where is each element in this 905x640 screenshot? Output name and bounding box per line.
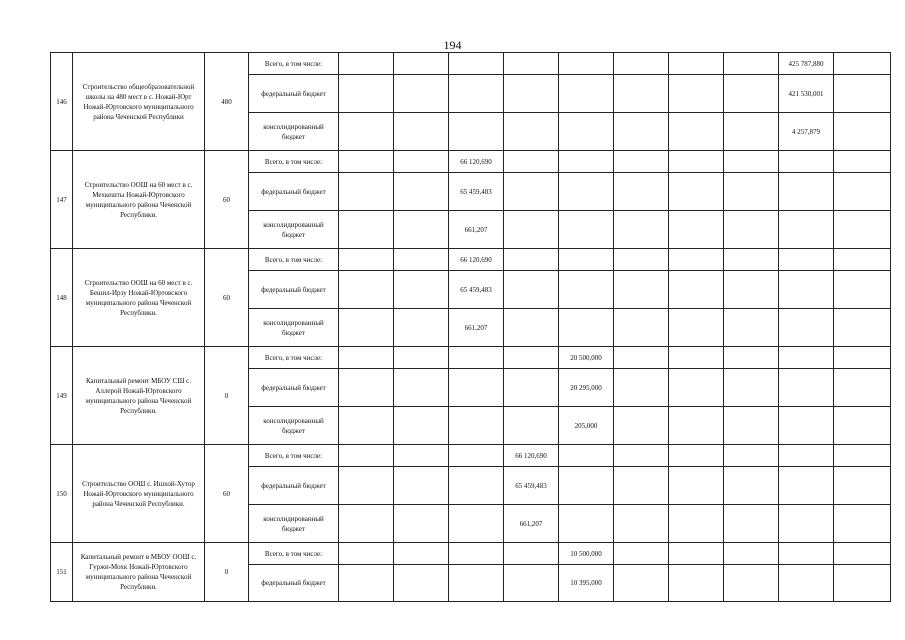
amount-cell: [834, 211, 891, 249]
amount-cell: [559, 505, 614, 543]
row-number: 149: [51, 347, 73, 445]
amount-cell: [449, 75, 504, 113]
funding-source: Всего, в том числе:: [249, 445, 339, 467]
amount-cell: [394, 505, 449, 543]
object-name: Строительство ООШ на 60 мест в с. Мехкешты Ножай-Юртовского муниципального района Чеченской Республики.: [73, 151, 205, 249]
amount-cell: [834, 347, 891, 369]
table-row: [51, 53, 891, 75]
amount-cell: [834, 249, 891, 271]
capacity-cell: 60: [205, 249, 249, 347]
amount-cell: [614, 407, 669, 445]
amount-cell: 65 459,483: [449, 271, 504, 309]
amount-cell: [669, 445, 724, 467]
table-row: [51, 543, 891, 565]
amount-cell: 65 459,483: [504, 467, 559, 505]
capacity-cell: 60: [205, 151, 249, 249]
amount-cell: [614, 249, 669, 271]
amount-cell: [449, 347, 504, 369]
amount-cell: [724, 113, 779, 151]
amount-cell: [394, 407, 449, 445]
amount-cell: [614, 369, 669, 407]
amount-cell: [339, 369, 394, 407]
amount-cell: [449, 543, 504, 565]
amount-cell: [614, 271, 669, 309]
funding-source: федеральный бюджет: [249, 467, 339, 505]
amount-cell: [339, 565, 394, 602]
amount-cell: [724, 271, 779, 309]
amount-cell: [339, 75, 394, 113]
amount-cell: [559, 211, 614, 249]
funding-source: консолидированный бюджет: [249, 211, 339, 249]
amount-cell: [394, 151, 449, 173]
amount-cell: [669, 543, 724, 565]
amount-cell: 66 120,690: [449, 249, 504, 271]
amount-cell: [779, 347, 834, 369]
amount-cell: [779, 151, 834, 173]
amount-cell: [559, 173, 614, 211]
funding-source: консолидированный бюджет: [249, 113, 339, 151]
amount-cell: [339, 151, 394, 173]
amount-cell: [779, 271, 834, 309]
funding-source: Всего, в том числе:: [249, 543, 339, 565]
row-number: 150: [51, 445, 73, 543]
amount-cell: [559, 113, 614, 151]
capacity-cell: 480: [205, 53, 249, 151]
amount-cell: [449, 467, 504, 505]
amount-cell: [559, 467, 614, 505]
funding-source: федеральный бюджет: [249, 565, 339, 602]
amount-cell: [724, 173, 779, 211]
amount-cell: [614, 565, 669, 602]
amount-cell: [339, 505, 394, 543]
amount-cell: 421 530,001: [779, 75, 834, 113]
amount-cell: [394, 309, 449, 347]
amount-cell: [394, 347, 449, 369]
amount-cell: [394, 173, 449, 211]
amount-cell: [834, 445, 891, 467]
amount-cell: [669, 467, 724, 505]
funding-source: консолидированный бюджет: [249, 309, 339, 347]
object-name: Строительство ООШ с. Ишхой-Хутор Ножай-Юртовского муниципального района Чеченской Республики.: [73, 445, 205, 543]
amount-cell: [614, 445, 669, 467]
amount-cell: [724, 309, 779, 347]
amount-cell: [394, 211, 449, 249]
amount-cell: [724, 445, 779, 467]
funding-source: консолидированный бюджет: [249, 505, 339, 543]
amount-cell: [614, 173, 669, 211]
amount-cell: [394, 113, 449, 151]
amount-cell: 66 120,690: [449, 151, 504, 173]
funding-source: Всего, в том числе:: [249, 249, 339, 271]
amount-cell: [669, 271, 724, 309]
amount-cell: [339, 407, 394, 445]
table-row: [51, 151, 891, 173]
amount-cell: [339, 249, 394, 271]
amount-cell: [669, 249, 724, 271]
amount-cell: [394, 445, 449, 467]
amount-cell: [449, 369, 504, 407]
amount-cell: [614, 543, 669, 565]
table-row: [51, 347, 891, 369]
amount-cell: [559, 271, 614, 309]
capacity-cell: 60: [205, 445, 249, 543]
capacity-cell: 0: [205, 347, 249, 445]
amount-cell: [339, 173, 394, 211]
amount-cell: [724, 467, 779, 505]
amount-cell: [504, 369, 559, 407]
funding-source: федеральный бюджет: [249, 75, 339, 113]
amount-cell: 10 395,000: [559, 565, 614, 602]
amount-cell: [559, 75, 614, 113]
funding-source: федеральный бюджет: [249, 173, 339, 211]
amount-cell: [449, 565, 504, 602]
amount-cell: [614, 211, 669, 249]
amount-cell: [779, 445, 834, 467]
amount-cell: [669, 53, 724, 75]
object-name: Капитальный ремонт в МБОУ ООШ с. Гуржи-Мохк Ножай-Юртовского муниципального района Чеченской Республики.: [73, 543, 205, 602]
amount-cell: [779, 309, 834, 347]
amount-cell: [724, 543, 779, 565]
amount-cell: [724, 505, 779, 543]
amount-cell: [504, 565, 559, 602]
amount-cell: [779, 467, 834, 505]
amount-cell: [779, 407, 834, 445]
amount-cell: [339, 543, 394, 565]
funding-source: федеральный бюджет: [249, 271, 339, 309]
amount-cell: [614, 113, 669, 151]
amount-cell: [504, 309, 559, 347]
amount-cell: [834, 151, 891, 173]
amount-cell: [614, 347, 669, 369]
object-name: Капитальный ремонт МБОУ СШ с. Аллерой Ножай-Юртовского муниципального района Чеченской Республики.: [73, 347, 205, 445]
amount-cell: [339, 211, 394, 249]
amount-cell: [724, 565, 779, 602]
amount-cell: 65 459,483: [449, 173, 504, 211]
amount-cell: [724, 407, 779, 445]
amount-cell: [504, 53, 559, 75]
amount-cell: [504, 173, 559, 211]
amount-cell: [614, 53, 669, 75]
amount-cell: [779, 369, 834, 407]
amount-cell: [394, 565, 449, 602]
amount-cell: [834, 113, 891, 151]
amount-cell: [669, 347, 724, 369]
amount-cell: [614, 467, 669, 505]
amount-cell: [669, 211, 724, 249]
amount-cell: [779, 505, 834, 543]
amount-cell: 661,207: [449, 309, 504, 347]
amount-cell: [724, 369, 779, 407]
amount-cell: [834, 309, 891, 347]
amount-cell: [394, 543, 449, 565]
amount-cell: [834, 565, 891, 602]
amount-cell: [449, 505, 504, 543]
amount-cell: [504, 75, 559, 113]
amount-cell: [394, 249, 449, 271]
amount-cell: 661,207: [449, 211, 504, 249]
table-row: [51, 249, 891, 271]
amount-cell: [504, 271, 559, 309]
amount-cell: [449, 407, 504, 445]
amount-cell: [669, 565, 724, 602]
amount-cell: [394, 75, 449, 113]
amount-cell: 425 787,880: [779, 53, 834, 75]
amount-cell: [339, 445, 394, 467]
amount-cell: 20 295,000: [559, 369, 614, 407]
amount-cell: [339, 271, 394, 309]
page-number: 194: [443, 38, 462, 52]
amount-cell: [669, 173, 724, 211]
amount-cell: [394, 467, 449, 505]
amount-cell: [669, 113, 724, 151]
amount-cell: [724, 347, 779, 369]
amount-cell: [669, 75, 724, 113]
amount-cell: [504, 113, 559, 151]
amount-cell: [834, 173, 891, 211]
amount-cell: 4 257,879: [779, 113, 834, 151]
row-number: 147: [51, 151, 73, 249]
amount-cell: [834, 467, 891, 505]
amount-cell: [504, 543, 559, 565]
funding-source: Всего, в том числе:: [249, 151, 339, 173]
amount-cell: [504, 211, 559, 249]
amount-cell: [724, 249, 779, 271]
amount-cell: [834, 75, 891, 113]
amount-cell: [559, 445, 614, 467]
amount-cell: [834, 369, 891, 407]
amount-cell: 10 500,000: [559, 543, 614, 565]
amount-cell: 66 120,690: [504, 445, 559, 467]
amount-cell: [394, 271, 449, 309]
amount-cell: [614, 75, 669, 113]
amount-cell: [504, 249, 559, 271]
amount-cell: [339, 309, 394, 347]
amount-cell: 20 500,000: [559, 347, 614, 369]
capacity-cell: 0: [205, 543, 249, 602]
amount-cell: [504, 347, 559, 369]
row-number: 148: [51, 249, 73, 347]
object-name: Строительство общеобразовательной школы на 480 мест в с. Ножай-Юрт Ножай-Юртовского муниципального района Чеченской Республики: [73, 53, 205, 151]
funding-source: федеральный бюджет: [249, 369, 339, 407]
amount-cell: [724, 75, 779, 113]
amount-cell: [559, 309, 614, 347]
row-number: 151: [51, 543, 73, 602]
amount-cell: 205,000: [559, 407, 614, 445]
amount-cell: [339, 53, 394, 75]
amount-cell: [779, 173, 834, 211]
amount-cell: [504, 151, 559, 173]
amount-cell: [669, 505, 724, 543]
amount-cell: [614, 151, 669, 173]
amount-cell: [449, 53, 504, 75]
amount-cell: [559, 53, 614, 75]
amount-cell: [559, 151, 614, 173]
budget-table: [50, 52, 891, 602]
amount-cell: [504, 407, 559, 445]
amount-cell: [669, 151, 724, 173]
amount-cell: [779, 249, 834, 271]
amount-cell: [669, 369, 724, 407]
amount-cell: [339, 467, 394, 505]
amount-cell: [339, 113, 394, 151]
amount-cell: [834, 53, 891, 75]
amount-cell: [724, 211, 779, 249]
amount-cell: [834, 505, 891, 543]
amount-cell: [669, 309, 724, 347]
row-number: 146: [51, 53, 73, 151]
amount-cell: [669, 407, 724, 445]
amount-cell: [724, 53, 779, 75]
amount-cell: [339, 347, 394, 369]
amount-cell: [449, 445, 504, 467]
amount-cell: [779, 211, 834, 249]
funding-source: консолидированный бюджет: [249, 407, 339, 445]
amount-cell: [779, 565, 834, 602]
amount-cell: [394, 369, 449, 407]
table-row: [51, 445, 891, 467]
amount-cell: [614, 505, 669, 543]
amount-cell: [449, 113, 504, 151]
funding-source: Всего, в том числе:: [249, 53, 339, 75]
amount-cell: [834, 407, 891, 445]
amount-cell: [614, 309, 669, 347]
amount-cell: [834, 271, 891, 309]
table-body: [51, 53, 891, 602]
funding-source: Всего, в том числе:: [249, 347, 339, 369]
amount-cell: [724, 151, 779, 173]
amount-cell: [394, 53, 449, 75]
amount-cell: [834, 543, 891, 565]
amount-cell: [559, 249, 614, 271]
amount-cell: 661,207: [504, 505, 559, 543]
object-name: Строительство ООШ на 60 мест в с. Бешил-Ирзу Ножай-Юртовского муниципального района Чеченской Республики.: [73, 249, 205, 347]
amount-cell: [779, 543, 834, 565]
